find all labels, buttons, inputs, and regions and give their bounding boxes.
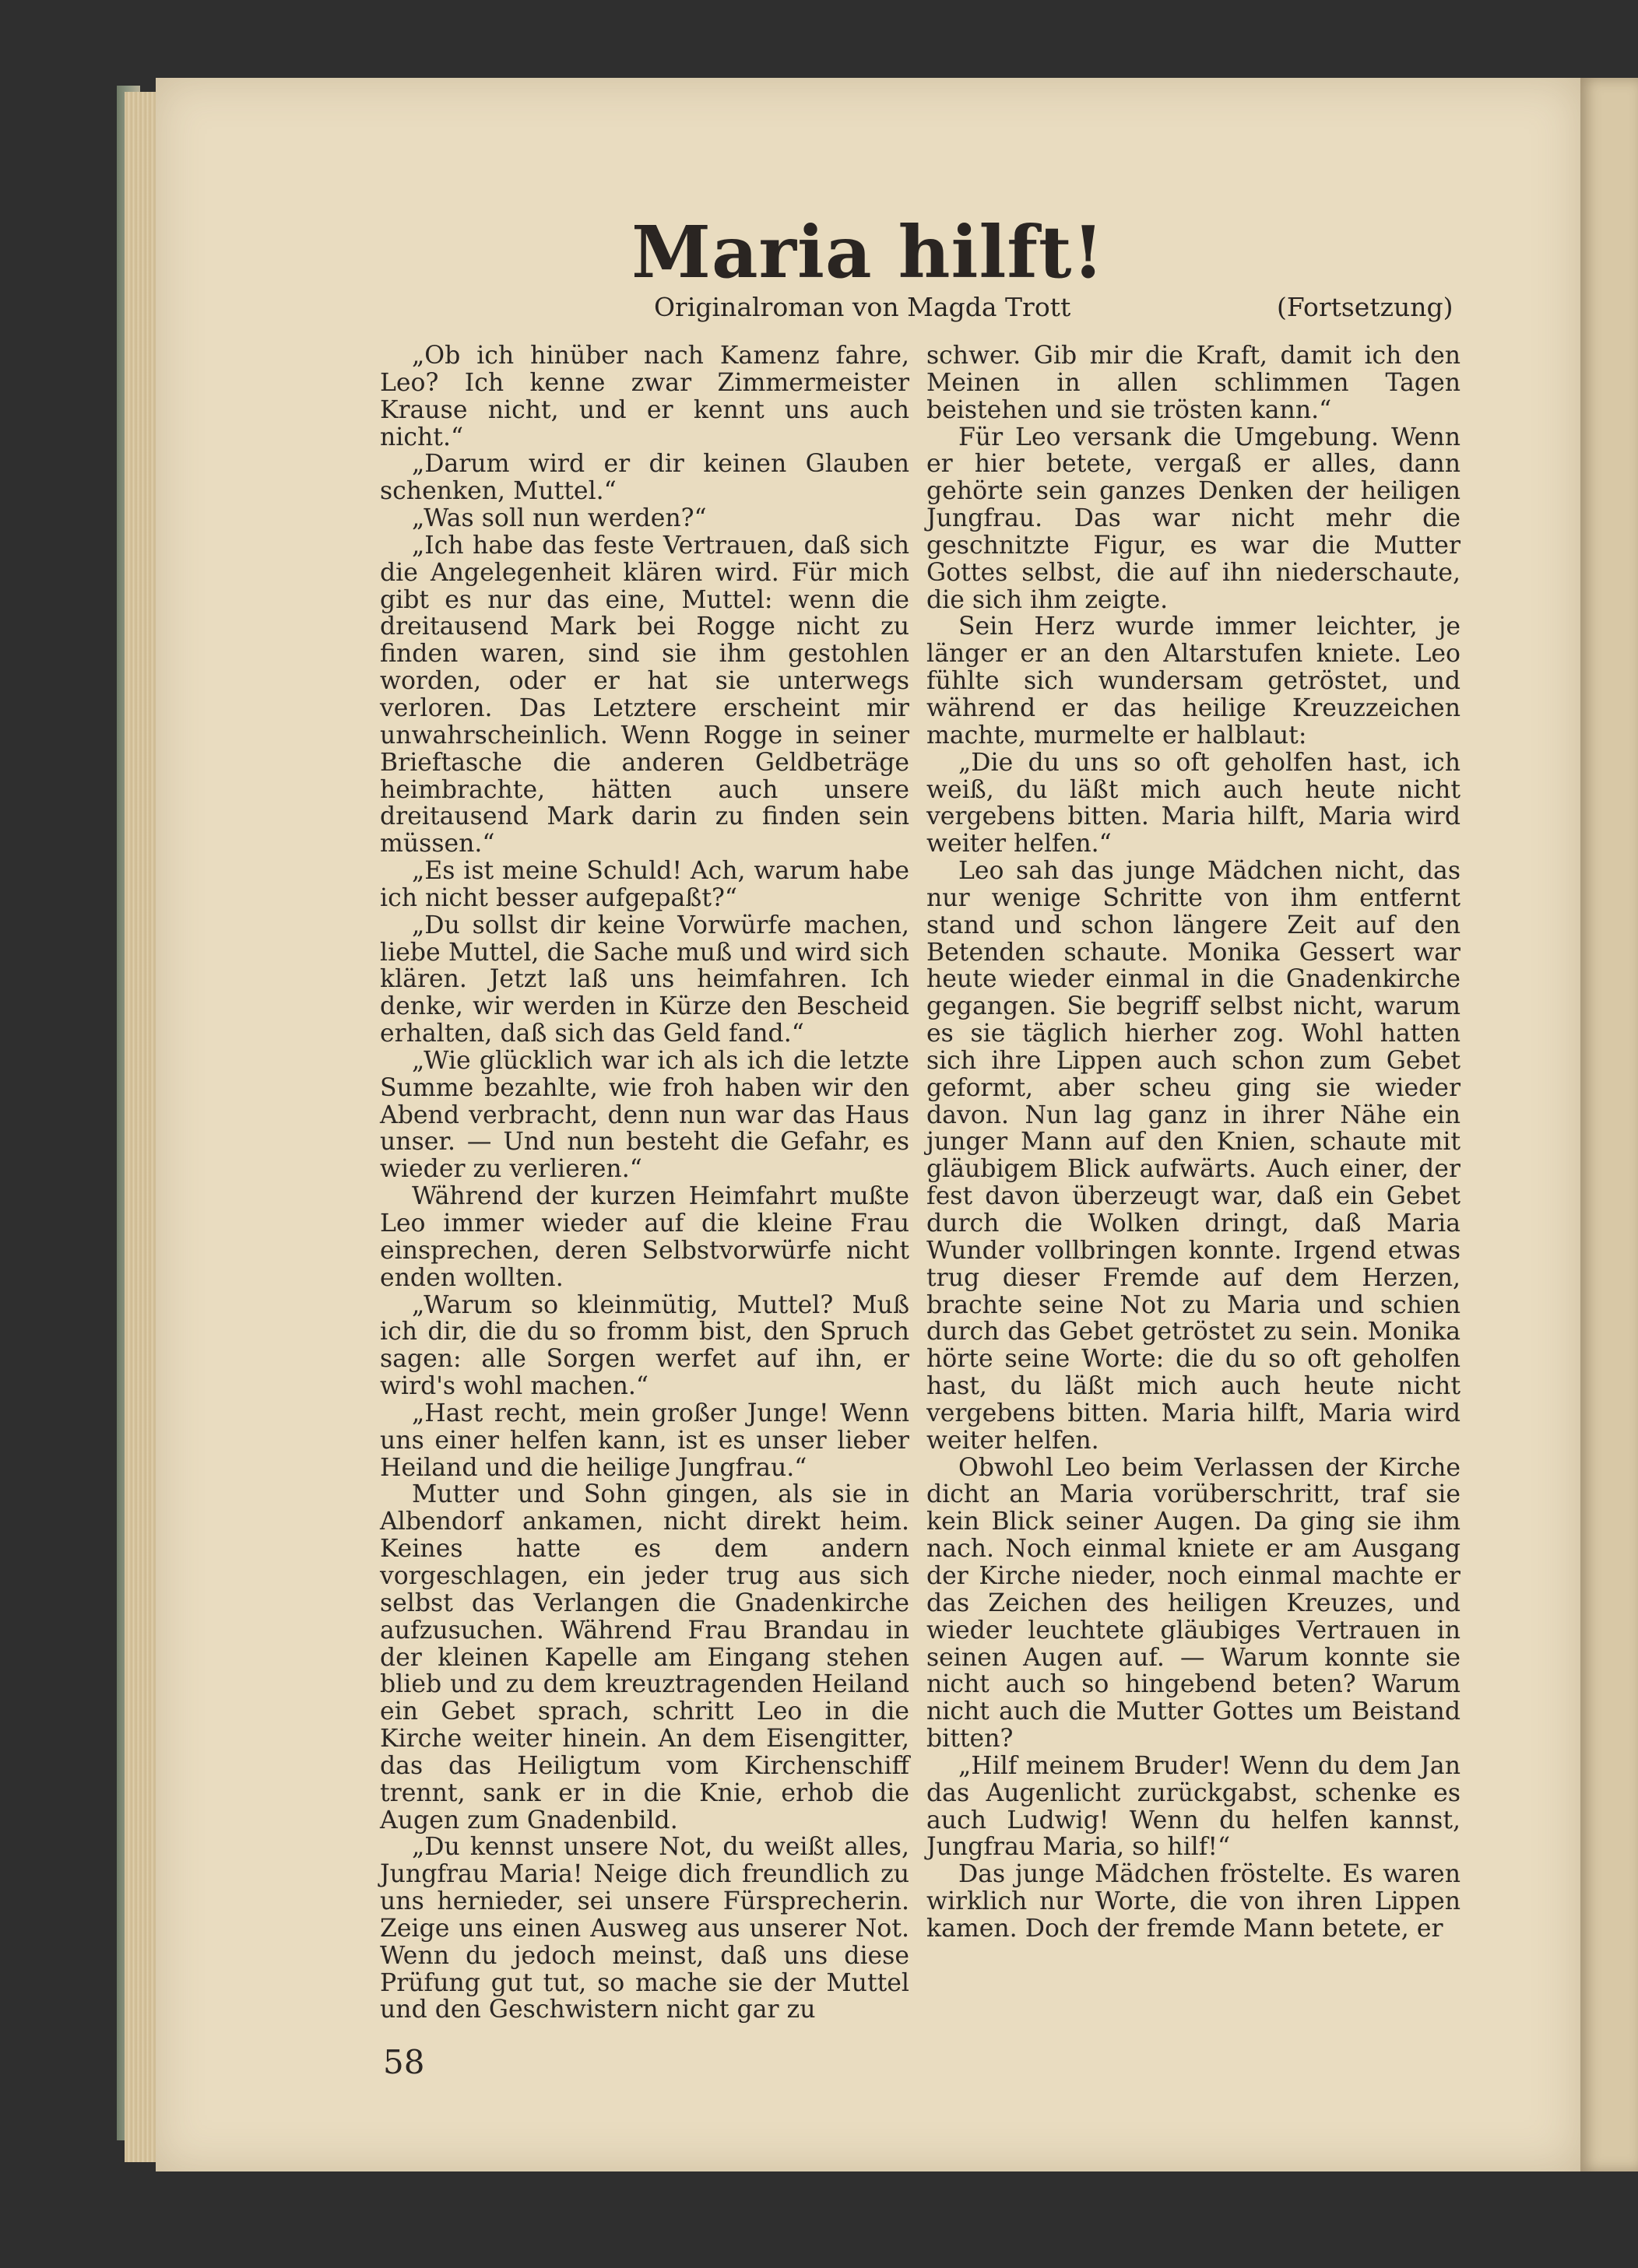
paragraph: „Ich habe das feste Vertrauen, daß sich die Angelegenheit klären wird. Für mich gibt es nur das eine, Muttel: wenn die dreitausend Mark bei Rogge nicht zu finden waren, sind sie ihm gestohlen worden, oder er hat sie unterwegs verloren. Das Letztere erscheint mir unwahrscheinlich. Wenn Rogge in seiner Brieftasche die anderen Geldbeträge heimbrachte, hätten auch unsere dreitausend Mark darin zu finden sein müssen.“ [380,531,909,858]
paragraph: „Die du uns so oft geholfen hast, ich weiß, du läßt mich auch heute nicht vergebens bitten. Maria hilft, Maria wird weiter helfen.“ [926,748,1460,858]
page-number: 58 [383,2043,425,2081]
text-column-left [380,342,909,2024]
paragraph: „Was soll nun werden?“ [411,504,707,533]
paragraph: Für Leo versank die Umgebung. Wenn er hier betete, vergaß er alles, dann gehörte sein ganzes Denken der heiligen Jungfrau. Das war nicht mehr die geschnitzte Figur, es war die Mutter Gottes selbst, die auf ihn niederschaute, die sich ihm zeigte. [926,423,1460,614]
paragraph: „Du kennst unsere Not, du weißt alles, Jungfrau Maria! Neige dich freundlich zu uns hernieder, sei unsere Fürsprecherin. Zeige uns einen Ausweg aus unserer Not. Wenn du jedoch meinst, daß uns diese Prüfung gut tut, so mache sie der Muttel und den Geschwistern nicht gar zu [380,1833,909,2024]
paragraph: Das junge Mädchen fröstelte. Es waren wirklich nur Worte, die von ihren Lippen kamen. Doch der fremde Mann betete, er [926,1860,1460,1943]
text-column-right [926,342,1460,1943]
article-byline: Originalroman von Magda Trott [654,292,1071,322]
paragraph: Mutter und Sohn gingen, als sie in Albendorf ankamen, nicht direkt heim. Keines hatte es dem andern vorgeschlagen, ein jeder trug aus sich selbst das Verlangen die Gnadenkirche aufzusuchen. Während Frau Brandau in der kleinen Kapelle am Eingang stehen blieb und zu dem kreuztragenden Heiland ein Gebet sprach, schritt Leo in die Kirche weiter hinein. An dem Eisengitter, das das Heiligtum vom Kirchenschiff trennt, sank er in die Knie, erhob die Augen zum Gnadenbild. [380,1480,909,1834]
paragraph: „Es ist meine Schuld! Ach, warum habe ich nicht besser aufgepaßt?“ [380,857,909,912]
paragraph: „Hast recht, mein großer Junge! Wenn uns einer helfen kann, ist es unser lieber Heiland und die heilige Jungfrau.“ [380,1399,909,1482]
paragraph: „Wie glücklich war ich als ich die letzte Summe bezahlte, wie froh haben wir den Abend verbracht, denn nun war das Haus unser. — Und nun besteht die Gefahr, es wieder zu verlieren.“ [380,1046,909,1184]
paragraph: „Ob ich hinüber nach Kamenz fahre, Leo? Ich kenne zwar Zimmermeister Krause nicht, und er kennt uns auch nicht.“ [380,342,909,451]
paragraph: „Warum so kleinmütig, Muttel? Muß ich dir, die du so fromm bist, den Spruch sagen: alle Sorgen werfet auf ihn, er wird's wohl machen.“ [380,1290,909,1401]
article-title: Maria hilft! [631,210,1105,294]
paragraph: Während der kurzen Heimfahrt mußte Leo immer wieder auf die kleine Frau einsprechen, deren Selbstvorwürfe nicht enden wollten. [380,1182,909,1292]
paragraph: schwer. Gib mir die Kraft, damit ich den Meinen in allen schlimmen Tagen beistehen und sie trösten kann.“ [926,342,1460,424]
paragraph: Leo sah das junge Mädchen nicht, das nur wenige Schritte von ihm entfernt stand und schon längere Zeit auf den Betenden schaute. Monika Gessert war heute wieder einmal in die Gnadenkirche gegangen. Sie begriff selbst nicht, warum es sie täglich hierher zog. Wohl hatten sich ihre Lippen auch schon zum Gebet geformt, aber scheu ging sie wieder davon. Nun lag ganz in ihrer Nähe ein junger Mann auf den Knien, schaute mit gläubigem Blick aufwärts. Auch einer, der fest davon überzeugt war, daß ein Gebet durch die Wolken dringt, daß Maria Wunder vollbringen konnte. Irgend etwas trug dieser Fremde auf dem Herzen, brachte seine Not zu Maria und schien durch das Gebet getröstet zu sein. Monika hörte seine Worte: die du so oft geholfen hast, du läßt mich auch heute nicht vergebens bitten. Maria hilft, Maria wird weiter helfen. [926,857,1460,1455]
paragraph: Sein Herz wurde immer leichter, je länger er an den Altarstufen kniete. Leo fühlte sich wundersam getröstet, und während er das heilige Kreuzzeichen machte, murmelte er halblaut: [926,613,1460,750]
next-page-edge [1580,78,1638,2171]
continued-note: (Fortsetzung) [1277,292,1453,322]
paragraph: „Hilf meinem Bruder! Wenn du dem Jan das Augenlicht zurückgabst, schenke es auch Ludwig! Wenn du helfen kannst, Jungfrau Maria, so hilf!“ [926,1751,1460,1862]
paragraph: „Darum wird er dir keinen Glauben schenken, Muttel.“ [380,450,909,506]
paragraph: „Du sollst dir keine Vorwürfe machen, liebe Muttel, die Sache muß und wird sich klären. Jetzt laß uns heimfahren. Ich denke, wir werden in Kürze den Bescheid erhalten, daß sich das Geld fand.“ [380,911,909,1048]
paragraph: Obwohl Leo beim Verlassen der Kirche dicht an Maria vorüberschritt, traf sie kein Blick seiner Augen. Da ging sie ihm nach. Noch einmal kniete er am Ausgang der Kirche nieder, noch einmal machte er das Zeichen des heiligen Kreuzes, und wieder leuchtete gläubiges Vertrauen in seinen Augen auf. — Warum konnte sie nicht auch so hingebend beten? Warum nicht auch die Mutter Gottes um Beistand bitten? [926,1453,1460,1754]
